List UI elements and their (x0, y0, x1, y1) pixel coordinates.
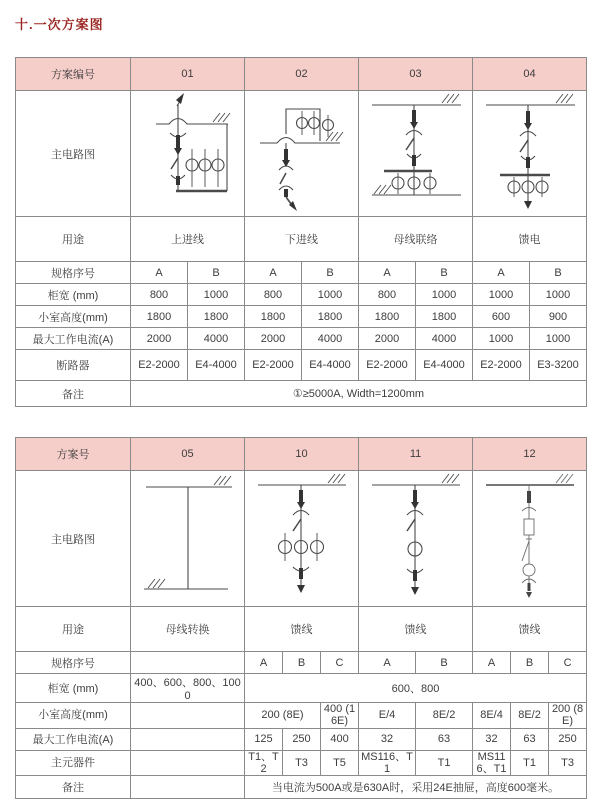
table2-current-row (16, 728, 587, 750)
height-cell-empty (131, 703, 245, 729)
specno-cell: B (530, 262, 587, 284)
height-cell: 900 (530, 306, 587, 328)
scheme-table-1 (15, 57, 587, 407)
current-cell: 250 (283, 728, 321, 750)
specno-cell-empty (131, 652, 245, 674)
diagram-cell-05 (131, 471, 245, 607)
current-cell: 2000 (131, 328, 188, 350)
note-cell-empty (131, 776, 245, 799)
usage-label: 用途 (16, 607, 131, 652)
current-cell: 63 (511, 728, 549, 750)
table1-specno-row (16, 262, 587, 284)
usage-cell: 馈线 (473, 607, 587, 652)
specno-cell: A (359, 262, 416, 284)
table2-header-row (16, 438, 587, 471)
current-cell: 32 (359, 728, 416, 750)
table2-note-row (16, 776, 587, 799)
specno-cell: A (473, 652, 511, 674)
diagram-cell-11 (359, 471, 473, 607)
current-cell: 4000 (302, 328, 359, 350)
circuit-diagram-01 (132, 91, 245, 216)
components-cell: T1 (511, 750, 549, 776)
width-cell-shared: 600、800 (245, 674, 587, 703)
diagram-cell-02 (245, 91, 359, 217)
specno-cell: B (511, 652, 549, 674)
components-cell: MS116、T1 (473, 750, 511, 776)
specno-cell: A (473, 262, 530, 284)
specno-label: 规格序号 (16, 652, 131, 674)
diagram-row-label: 主电路图 (16, 471, 131, 607)
specno-cell: B (302, 262, 359, 284)
table1-breaker-row (16, 350, 587, 381)
current-cell: 400 (321, 728, 359, 750)
components-cell: MS116、T1 (359, 750, 416, 776)
scheme-number-12: 12 (473, 438, 587, 471)
scheme-table-2 (15, 437, 587, 799)
height-cell: 8E/2 (416, 703, 473, 729)
current-cell: 63 (416, 728, 473, 750)
scheme-number-05: 05 (131, 438, 245, 471)
table1-width-row (16, 284, 587, 306)
specno-cell: B (188, 262, 245, 284)
width-cell: 1000 (188, 284, 245, 306)
usage-cell: 馈线 (359, 607, 473, 652)
components-cell: T3 (283, 750, 321, 776)
scheme-number-11: 11 (359, 438, 473, 471)
width-label: 柜宽 (mm) (16, 284, 131, 306)
current-cell: 125 (245, 728, 283, 750)
components-cell-empty (131, 750, 245, 776)
specno-cell: A (359, 652, 416, 674)
breaker-cell: E2-2000 (359, 350, 416, 381)
diagram-row-label: 主电路图 (16, 91, 131, 217)
usage-cell: 馈电 (473, 217, 587, 262)
height-label: 小室高度(mm) (16, 306, 131, 328)
table2-width-row (16, 674, 587, 703)
note-label: 备注 (16, 381, 131, 407)
height-cell: 1800 (245, 306, 302, 328)
specno-cell: A (245, 262, 302, 284)
height-cell: 1800 (302, 306, 359, 328)
breaker-cell: E2-2000 (131, 350, 188, 381)
circuit-diagram-05 (132, 471, 245, 606)
header-label: 方案编号 (16, 58, 131, 91)
diagram-cell-03 (359, 91, 473, 217)
current-cell: 2000 (245, 328, 302, 350)
current-cell-empty (131, 728, 245, 750)
height-cell: 1800 (131, 306, 188, 328)
current-cell: 1000 (530, 328, 587, 350)
width-cell: 1000 (416, 284, 473, 306)
diagram-cell-12 (473, 471, 587, 607)
current-cell: 4000 (188, 328, 245, 350)
height-cell: E/4 (359, 703, 416, 729)
table1-note-row (16, 381, 587, 407)
breaker-cell: E2-2000 (245, 350, 302, 381)
specno-cell: C (321, 652, 359, 674)
table2-components-row (16, 750, 587, 776)
circuit-diagram-10 (246, 471, 359, 606)
circuit-diagram-12 (474, 471, 587, 606)
circuit-diagram-11 (360, 471, 473, 606)
width-cell-05: 400、600、800、1000 (131, 674, 245, 703)
width-cell: 800 (131, 284, 188, 306)
current-cell: 2000 (359, 328, 416, 350)
width-cell: 1000 (473, 284, 530, 306)
components-cell: T3 (549, 750, 587, 776)
width-cell: 800 (359, 284, 416, 306)
note-cell: ①≥5000A, Width=1200mm (131, 381, 587, 407)
width-cell: 800 (245, 284, 302, 306)
height-cell: 1800 (416, 306, 473, 328)
usage-cell: 母线转换 (131, 607, 245, 652)
components-cell: T5 (321, 750, 359, 776)
usage-cell: 馈线 (245, 607, 359, 652)
height-cell: 8E/2 (511, 703, 549, 729)
usage-label: 用途 (16, 217, 131, 262)
specno-label: 规格序号 (16, 262, 131, 284)
table1-height-row (16, 306, 587, 328)
specno-cell: A (245, 652, 283, 674)
current-cell: 32 (473, 728, 511, 750)
circuit-diagram-04 (474, 91, 587, 216)
current-cell: 250 (549, 728, 587, 750)
scheme-number-02: 02 (245, 58, 359, 91)
breaker-cell: E4-4000 (188, 350, 245, 381)
components-label: 主元器件 (16, 750, 131, 776)
specno-cell: B (283, 652, 321, 674)
specno-cell: B (416, 652, 473, 674)
width-cell: 1000 (530, 284, 587, 306)
table2-specno-row (16, 652, 587, 674)
specno-cell: C (549, 652, 587, 674)
note-label: 备注 (16, 776, 131, 799)
height-cell: 8E/4 (473, 703, 511, 729)
scheme-number-01: 01 (131, 58, 245, 91)
circuit-diagram-03 (360, 91, 473, 216)
height-cell: 400 (16E) (321, 703, 359, 729)
circuit-diagram-02 (246, 91, 359, 216)
current-label: 最大工作电流(A) (16, 328, 131, 350)
table2-diagram-row (16, 471, 587, 607)
breaker-cell: E2-2000 (473, 350, 530, 381)
components-cell: T1、T2 (245, 750, 283, 776)
usage-cell: 母线联络 (359, 217, 473, 262)
current-label: 最大工作电流(A) (16, 728, 131, 750)
table2-usage-row (16, 607, 587, 652)
width-cell: 1000 (302, 284, 359, 306)
usage-cell: 下进线 (245, 217, 359, 262)
height-cell: 1800 (188, 306, 245, 328)
components-cell: T1 (416, 750, 473, 776)
breaker-cell: E4-4000 (416, 350, 473, 381)
scheme-number-03: 03 (359, 58, 473, 91)
height-cell: 1800 (359, 306, 416, 328)
height-cell: 600 (473, 306, 530, 328)
current-cell: 1000 (473, 328, 530, 350)
table1-diagram-row (16, 91, 587, 217)
breaker-label: 断路器 (16, 350, 131, 381)
note-cell: 当电流为500A或是630A时，采用24E抽屉，高度600毫米。 (245, 776, 587, 799)
table1-usage-row (16, 217, 587, 262)
current-cell: 4000 (416, 328, 473, 350)
breaker-cell: E3-3200 (530, 350, 587, 381)
height-cell: 200 (8E) (245, 703, 321, 729)
header-label: 方案号 (16, 438, 131, 471)
specno-cell: A (131, 262, 188, 284)
usage-cell: 上进线 (131, 217, 245, 262)
page-title: 十.一次方案图 (15, 17, 104, 32)
scheme-number-04: 04 (473, 58, 587, 91)
height-cell: 200 (8E) (549, 703, 587, 729)
table1-current-row (16, 328, 587, 350)
diagram-cell-04 (473, 91, 587, 217)
table1-header-row (16, 58, 587, 91)
height-label: 小室高度(mm) (16, 703, 131, 729)
diagram-cell-01 (131, 91, 245, 217)
diagram-cell-10 (245, 471, 359, 607)
width-label: 柜宽 (mm) (16, 674, 131, 703)
table2-height-row (16, 703, 587, 729)
scheme-number-10: 10 (245, 438, 359, 471)
specno-cell: B (416, 262, 473, 284)
breaker-cell: E4-4000 (302, 350, 359, 381)
